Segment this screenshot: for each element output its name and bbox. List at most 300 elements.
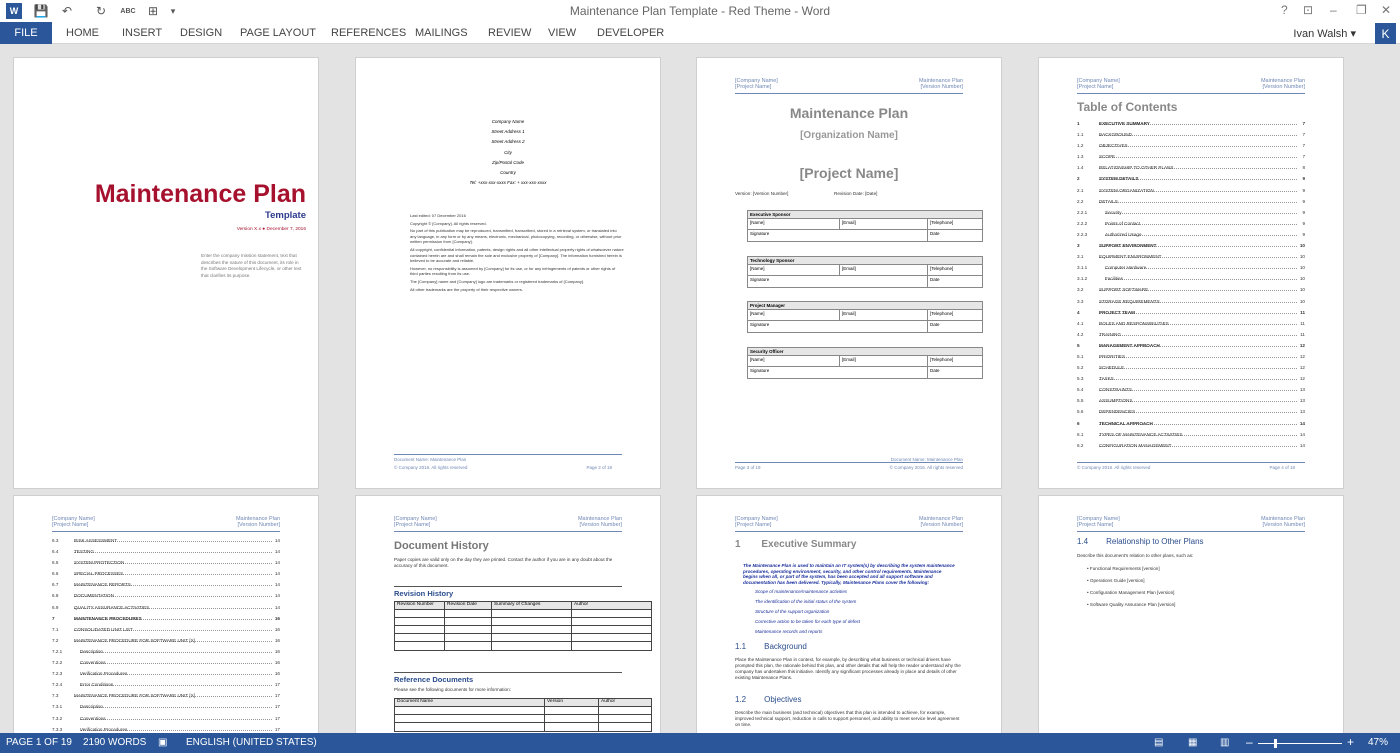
toc-entry[interactable] [52,580,280,591]
toc-entry[interactable] [52,569,280,580]
page-5[interactable] [13,495,319,735]
toc-page: 9 [1302,220,1305,226]
toc-page: 16 [274,637,280,643]
toc-entry[interactable] [52,680,280,691]
revision-heading: Revision History [394,586,622,598]
toc-page: 14 [274,538,280,543]
toc-page: 10 [1299,254,1305,260]
toc-page: 9 [1302,176,1305,182]
table-row[interactable] [395,642,651,650]
zoom-in-button[interactable]: + [1347,735,1355,749]
table-row[interactable] [395,723,651,731]
toc-number: 7.2 [52,637,59,643]
close-icon[interactable]: ✕ [1381,3,1392,17]
field-email[interactable]: [Email] [840,219,928,229]
field-date[interactable]: Date [930,231,940,236]
header-project: [Project Name] [735,522,772,528]
window-title: Maintenance Plan Template - Red Theme - Word [569,4,831,18]
list-item: The identification of the initial status of the system [755,599,857,604]
toc-number: 7 [52,615,55,621]
toc-entry[interactable] [1077,208,1305,219]
toc-number: 7.2.4 [52,682,63,688]
page-header [394,516,622,532]
restore-icon[interactable]: ❐ [1356,3,1367,17]
toc-number: 3.1 [1077,254,1084,260]
toc-entry[interactable] [52,625,280,636]
field-name[interactable]: [Name] [748,219,840,229]
toc-number: 7.1 [52,626,59,632]
address-line: Zip/Postal Code [491,159,525,165]
toc-entry[interactable] [1077,297,1305,308]
table-row[interactable] [395,626,651,634]
header-right: Maintenance Plan [Version Number] [577,516,622,528]
toc-entry[interactable] [52,591,280,602]
toc-number: 6.5 [52,560,59,566]
word-count[interactable]: 2190 WORDS [83,737,147,748]
field-date[interactable]: Date [930,322,940,327]
cover-intro: Enter the company mission statement, text that describes the nature of this document, its role in the Software Development Lifecycle, or other text that clarifies its purpose. [201,253,302,278]
signoff-role: Executive Sponsor [748,211,982,219]
header-company: [Company Name] [735,78,778,84]
toc-title: Error Conditions [80,680,272,686]
field-name[interactable]: [Name] [748,265,840,275]
toc-entry[interactable] [1077,130,1305,141]
footer-copyright: © Company 2016. All rights reserved [889,465,963,470]
toc-page: 14 [1299,442,1305,448]
toc-entry[interactable] [1077,319,1305,330]
toc-entry[interactable] [52,603,280,614]
toc-page: 11 [1300,320,1305,326]
address-block [356,117,660,188]
address-line: Street Address 2 [491,139,525,145]
field-phone[interactable]: [Telephone] [930,266,954,271]
page-header [1077,516,1305,532]
toc-title: SPECIAL PROCESSES [74,569,272,575]
tab-design[interactable]: DESIGN [180,27,223,39]
tab-insert[interactable]: INSERT [122,27,163,39]
toc-list [52,536,280,735]
ribbon [0,22,1400,44]
tab-home[interactable]: HOME [66,27,99,39]
toc-entry[interactable] [1077,441,1305,452]
cover-subtitle: Template [264,210,306,221]
header-company: [Company Name] [735,516,778,522]
toc-page: 17 [274,693,280,699]
col-header: Document Name [395,699,545,706]
toc-page: 13 [1299,398,1305,404]
toc-entry[interactable] [52,702,280,713]
page-footer [1077,462,1305,470]
table-row[interactable] [395,634,651,642]
reference-table [394,698,652,732]
toc-number: 1.1 [1077,132,1084,138]
footer-copyright: © Company 2016. All rights reserved [1077,465,1151,470]
page-8[interactable] [1038,495,1344,735]
customize-icon[interactable]: ▾ [170,5,176,16]
relationship-heading: 1.4 Relationship to Other Plans [1077,537,1204,546]
help-icon[interactable]: ? [1281,3,1288,17]
signoff-role: Project Manager [748,302,982,310]
field-date[interactable]: Date [930,368,940,373]
toc-entry[interactable] [1077,363,1305,374]
spelling-icon[interactable]: ABC [120,7,136,15]
toc-entry[interactable] [1077,285,1305,296]
toc-page: 10 [1299,298,1305,304]
table-row[interactable] [395,707,651,715]
toc-entry[interactable] [1077,407,1305,418]
toc-page: 16 [274,648,280,654]
toc-entry[interactable] [1077,419,1305,430]
page-count[interactable]: PAGE 1 OF 19 [6,737,72,748]
word-icon: W [6,3,22,19]
toc-title: Computer Hardware [1105,263,1297,269]
toc-entry[interactable] [1077,241,1305,252]
toc-entry[interactable] [1077,430,1305,441]
footer-page: Page 2 of 19 [586,465,612,470]
toc-number: 5.5 [1077,398,1084,404]
toc-number: 7.2.2 [52,660,63,666]
toc-entry[interactable] [52,647,280,658]
toc-number: 5 [1077,342,1080,348]
field-email[interactable]: [Email] [840,265,928,275]
section-lead: The Maintenance Plan is used to maintain an IT system(s) by describing the system maintenance procedures, operating environment, security, and other control requirements. Maintenance begins when all, or part of the system, has been accepted and all support software and documentation has been delivered. Typically, Maintenance Plans cover the following: [743,563,955,585]
legal-paragraph: Copyright © [Company]. All rights reserved. [410,220,487,226]
toc-number: 7.3 [52,693,59,699]
toc-entry[interactable] [1077,341,1305,352]
toc-title: EQUIPMENT ENVIRONMENT [1099,252,1297,258]
ribbon-display-icon[interactable]: ⊡ [1303,3,1314,17]
toc-title: SUPPORT ENVIRONMENT [1099,241,1297,247]
toc-heading: Table of Contents [1077,100,1178,114]
list-item: • Configuration Management Plan [version] [1087,590,1175,595]
toc-title: ASSUMPTIONS [1099,396,1297,402]
toc-page: 7 [1302,143,1305,149]
toc-title: QUALITY ASSURANCE ACTIVITIES [74,603,272,609]
header-project: [Project Name] [735,84,772,90]
toc-page: 10 [1299,243,1305,249]
field-signature[interactable]: Signature [748,276,928,287]
toc-page: 9 [1302,231,1305,237]
toc-page: 12 [1299,353,1305,359]
toc-entry[interactable] [52,691,280,702]
toc-title: MAINTENANCE PROCEDURE FOR SOFTWARE UNIT [X] [74,636,272,642]
toc-page: 17 [274,726,280,732]
toc-title: SYSTEM DETAILS [1099,174,1297,180]
tab-review[interactable]: REVIEW [488,27,532,39]
toc-page: 17 [274,715,280,721]
toc-entry[interactable] [52,636,280,647]
toc-entry[interactable] [1077,219,1305,230]
toc-number: 6.8 [52,593,59,599]
toc-page: 8 [1302,165,1305,171]
toc-page: 10 [1299,265,1305,271]
legal-paragraph: All other trademarks are the property of their respective owners. [410,286,523,292]
toc-number: 7.3.1 [52,704,63,710]
redo-icon[interactable]: ↻ [95,4,107,18]
page-4[interactable] [1038,57,1344,489]
zoom-slider-thumb[interactable] [1274,739,1277,748]
header-right: Maintenance Plan [Version Number] [1260,78,1305,90]
field-name[interactable]: [Name] [748,310,840,320]
toc-number: 6.7 [52,582,59,588]
toc-title: SYSTEM ORGANIZATION [1099,186,1297,192]
page-header [735,516,963,532]
toc-number: 1.3 [1077,154,1084,160]
header-project: [Project Name] [1077,84,1114,90]
toc-entry[interactable] [1077,308,1305,319]
col-header: Revision Number [395,602,445,609]
toc-entry[interactable] [1077,396,1305,407]
toc-entry[interactable] [1077,374,1305,385]
field-phone[interactable]: [Telephone] [930,357,954,362]
toc-title: Verification Procedures [80,669,272,675]
toc-title: TESTING [74,547,272,553]
signoff-title: Maintenance Plan [789,105,909,121]
toc-entry[interactable] [52,536,280,547]
toc-entry[interactable] [52,658,280,669]
field-name[interactable]: [Name] [748,356,840,366]
toc-title: MANAGEMENT APPROACH [1099,341,1297,347]
web-layout-icon[interactable]: ▥ [1220,737,1230,748]
page-3[interactable] [696,57,1002,489]
toc-title: Facilities [1105,274,1297,280]
col-header: Author [574,602,589,607]
subheading-objectives: 1.2 Objectives [735,695,802,704]
page-6[interactable] [355,495,661,735]
background-text: Place the Maintenance Plan in context, for example, by describing what business or technical drivers have prompted this plan, the rationale behind this plan, and other details that will help the reader understand why the company has undertaken this initiative. Identify any significant processes already in place and details of other existing Maintenance Plans. [735,657,961,680]
table-row[interactable] [395,610,651,618]
field-phone[interactable]: [Telephone] [930,311,954,316]
section-title: Executive Summary [761,539,857,550]
undo-icon[interactable]: ↶ [61,4,73,18]
toc-number: 5.1 [1077,353,1084,359]
toc-title: CONSTRAINTS [1099,385,1297,391]
list-item: • Operations Guide [version] [1087,578,1145,583]
toc-page: 14 [1299,420,1305,426]
tab-mailings[interactable]: MAILINGS [415,27,468,39]
user-name[interactable]: Ivan Walsh ▾ [1293,28,1356,40]
toc-title: TYPES OF MAINTENANCE ACTIVITIES [1099,430,1297,436]
field-email[interactable]: [Email] [840,356,928,366]
toc-entry[interactable] [1077,174,1305,185]
toc-entry[interactable] [1077,330,1305,341]
toc-number: 6.1 [1077,431,1084,437]
toc-page: 14 [1299,431,1305,437]
toc-number: 1.4 [1077,165,1084,171]
toc-number: 3.1.2 [1077,276,1088,282]
header-company: [Company Name] [394,516,437,522]
toc-page: 7 [1302,121,1305,126]
print-layout-icon[interactable]: ▦ [1188,737,1198,748]
page-7[interactable] [696,495,1002,735]
toc-page: 16 [274,626,280,632]
page-1[interactable] [13,57,319,489]
toc-title: MAINTENANCE PROCEDURE FOR SOFTWARE UNIT [X] [74,691,272,697]
toc-title: Description [80,647,272,653]
toc-number: 6 [1077,420,1080,426]
bullet-list [1087,563,1175,611]
read-mode-icon[interactable]: ▤ [1154,737,1164,748]
signoff-revision: Revision Date: [Date] [834,191,878,196]
language[interactable]: ENGLISH (UNITED STATES) [186,737,317,748]
header-right: Maintenance Plan [Version Number] [918,78,963,90]
legal-paragraph: All copyright, confidential information, patents, design rights and all other intellectual property rights of whatsoever nature contained herein are and shall remain the sole and exclusive property of [Company]. The information furnished herein is believed to be accurate and reliable. [410,246,624,264]
revision-table [394,601,652,651]
col-header: Version [545,699,599,706]
toc-number: 3.2 [1077,287,1084,293]
field-email[interactable]: [Email] [840,310,928,320]
col-header: Author [601,699,616,704]
toc-number: 7.2.1 [52,648,63,654]
table-row[interactable] [395,715,651,723]
toc-entry[interactable] [52,614,280,625]
zoom-level[interactable]: 47% [1368,737,1389,748]
toc-title: PRIORITIES [1099,352,1297,358]
minimize-icon[interactable]: – [1330,3,1337,17]
toc-page: 14 [274,582,280,588]
list-item: • Functional Requirements [version] [1087,566,1160,571]
address-line: Tel: +xxx-xxx-xxxx Fax: + xxx-xxx-xxxx [469,180,547,186]
col-header: Summary of Changes [492,602,572,609]
zoom-out-button[interactable]: – [1246,735,1253,749]
signoff-role: Security Officer [748,348,982,356]
toc-page: 13 [1299,409,1305,415]
last-edited: Last edited: 07 December 2016 [410,213,466,218]
zoom-slider[interactable] [1258,743,1342,744]
field-signature[interactable]: Signature [748,367,928,378]
field-signature[interactable]: Signature [748,321,928,332]
tab-page-layout[interactable]: PAGE LAYOUT [240,27,317,39]
toc-entry[interactable] [1077,274,1305,285]
save-icon[interactable]: 💾 [33,4,49,18]
toc-entry[interactable] [1077,230,1305,241]
toc-entry[interactable] [1077,152,1305,163]
toc-page: 7 [1302,154,1305,160]
toc-title: MAINTENANCE PROCEDURES [74,614,272,620]
page-header [1077,78,1305,94]
toc-number: 2 [1077,176,1080,182]
toc-title: DEPENDENCIES [1099,407,1297,413]
file-tab[interactable]: FILE [0,22,52,44]
history-intro: Paper copies are valid only on the day they are printed. Contact the author if you are in any doubt about the accuracy of this document. [394,557,613,568]
toc-title: Security [1105,208,1297,214]
tab-developer[interactable]: DEVELOPER [597,27,665,39]
objectives-text: Describe the main business (and technical) objectives that this plan is intended to achieve, for example, improved technical support, reduction in calls to support personnel, and ability to meet service level agreement on time. [735,710,960,727]
cover-title: Maintenance Plan [94,180,306,208]
toc-number: 7.2.3 [52,671,63,677]
header-company: [Company Name] [52,516,95,522]
page-header [735,78,963,94]
header-project: [Project Name] [394,522,431,528]
list-item: Structure of the support organization [755,609,830,614]
toc-page: 16 [274,615,280,621]
toc-title: TRAINING [1099,330,1297,336]
proofing-icon[interactable]: ▣ [158,737,168,748]
toc-title: MAINTENANCE REPORTS [74,580,272,586]
toc-title: EXECUTIVE SUMMARY [1099,119,1297,125]
signoff-table-executive [747,210,983,242]
page-header [52,516,280,532]
toc-number: 5.6 [1077,409,1084,415]
toc-entry[interactable] [1077,119,1305,130]
legal-paragraph: However, no responsibility is assumed by [Company] for its use, or for any infringements of patents or other rights of third parties resulting from its use. [410,265,616,277]
header-right: Maintenance Plan [Version Number] [1260,516,1305,528]
toc-page: 14 [274,571,280,577]
field-phone[interactable]: [Telephone] [930,220,954,225]
table-row[interactable] [395,618,651,626]
toc-title: Authorized Usage [1105,230,1297,236]
toc-number: 2.2 [1077,198,1084,204]
toc-number: 3.1.1 [1077,265,1088,271]
col-header: Revision Date [445,602,492,609]
footer-doc-name: Document Name: Maintenance Plan [394,457,467,462]
toc-page: 17 [274,704,280,710]
toc-entry[interactable] [1077,186,1305,197]
signoff-table-technology [747,256,983,288]
toc-title: TASKS [1099,374,1297,380]
signoff-table-pm [747,301,983,333]
toc-number: 6.2 [1077,442,1084,448]
avatar[interactable]: K [1375,23,1396,44]
toc-title: CONSOLIDATED UNIT LIST [74,625,272,631]
toc-page: 9 [1302,209,1305,215]
toc-title: RELATIONSHIP TO OTHER PLANS [1099,163,1297,169]
format-icon[interactable]: ⊞ [147,4,159,18]
toc-title: SCOPE [1099,152,1297,158]
field-signature[interactable]: Signature [748,230,928,241]
toc-number: 6.4 [52,549,59,555]
page-footer [735,457,963,470]
toc-page: 14 [274,593,280,599]
footer-page: Page 4 of 19 [1269,465,1295,470]
signoff-org: [Organization Name] [800,130,898,141]
toc-entry[interactable] [52,714,280,725]
field-date[interactable]: Date [930,277,940,282]
address-line: Company Name [491,119,525,124]
toc-page: 17 [274,682,280,688]
toc-entry[interactable] [1077,163,1305,174]
toc-entry[interactable] [1077,352,1305,363]
toc-entry[interactable] [52,669,280,680]
page-2[interactable] [355,57,661,489]
list-item: Scope of maintenance/maintenance activities [755,589,848,594]
toc-entry[interactable] [1077,385,1305,396]
toc-page: 13 [1299,387,1305,393]
toc-title: OBJECTIVES [1099,141,1297,147]
toc-number: 7.3.3 [52,726,63,732]
header-company: [Company Name] [1077,78,1120,84]
subheading-background: 1.1 Background [735,642,807,651]
footer-copyright: © Company 2016. All rights reserved [394,465,468,470]
toc-entry[interactable] [1077,141,1305,152]
toc-entry[interactable] [52,547,280,558]
toc-number: 4.1 [1077,320,1084,326]
toc-number: 7.3.2 [52,715,63,721]
toc-entry[interactable] [52,558,280,569]
list-item: • Software Quality Assurance Plan [version] [1087,602,1176,607]
toc-entry[interactable] [1077,252,1305,263]
toc-number: 4 [1077,309,1080,315]
header-right: Maintenance Plan [Version Number] [918,516,963,528]
signoff-table-security [747,347,983,379]
tab-view[interactable]: VIEW [548,27,577,39]
toc-title: SYSTEM PROTECTION [74,558,272,564]
toc-page: 7 [1302,132,1305,138]
toc-page: 9 [1302,187,1305,193]
toc-entry[interactable] [1077,197,1305,208]
toc-entry[interactable] [1077,263,1305,274]
tab-references[interactable]: REFERENCES [331,27,407,39]
